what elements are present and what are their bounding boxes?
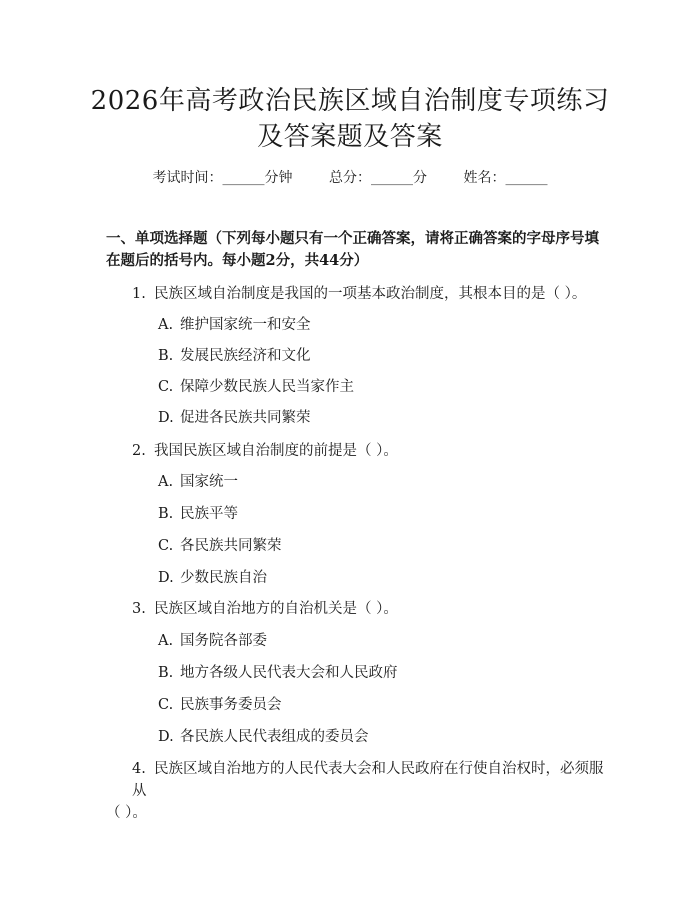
option-2a bbox=[158, 471, 238, 493]
question-stem: 民族区域自治地方的自治机关是（ ）。 bbox=[154, 601, 398, 617]
option-letter: C. bbox=[158, 379, 174, 395]
option-text: 国家统一 bbox=[180, 474, 238, 490]
exam-meta bbox=[0, 168, 700, 188]
question-4 bbox=[106, 758, 610, 824]
option-letter: B. bbox=[158, 506, 174, 522]
page-title-line-2: 及答案题及答案 bbox=[257, 122, 443, 152]
option-text: 各民族人民代表组成的委员会 bbox=[180, 729, 369, 745]
option-text: 促进各民族共同繁荣 bbox=[180, 410, 311, 426]
option-1b bbox=[158, 345, 311, 367]
question-stem: 我国民族区域自治制度的前提是（ ）。 bbox=[154, 443, 398, 459]
option-text: 国务院各部委 bbox=[180, 633, 267, 649]
option-letter: D. bbox=[158, 570, 174, 586]
total-score-field: 总分：______分 bbox=[329, 170, 427, 186]
option-2d bbox=[158, 567, 267, 589]
student-name-field: 姓名：______ bbox=[463, 170, 548, 186]
option-3b bbox=[158, 662, 398, 684]
option-letter: D. bbox=[158, 729, 174, 745]
question-3 bbox=[132, 598, 398, 620]
page-title-line-1: 2026年高考政治民族区域自治制度专项练习 bbox=[90, 86, 610, 116]
question-number: 1. bbox=[132, 286, 146, 302]
option-letter: A. bbox=[158, 474, 174, 490]
option-2b bbox=[158, 503, 238, 525]
option-letter: A. bbox=[158, 317, 174, 333]
option-text: 维护国家统一和安全 bbox=[180, 317, 311, 333]
option-text: 民族事务委员会 bbox=[180, 697, 282, 713]
option-3a bbox=[158, 630, 267, 652]
option-text: 民族平等 bbox=[180, 506, 238, 522]
question-4-line-1 bbox=[106, 758, 610, 802]
option-3c bbox=[158, 694, 282, 716]
option-letter: D. bbox=[158, 410, 174, 426]
option-3d bbox=[158, 726, 369, 748]
option-1d bbox=[158, 407, 311, 429]
question-stem: 民族区域自治地方的人民代表大会和人民政府在行使自治权时，必须服从 bbox=[132, 761, 604, 799]
question-number: 2. bbox=[132, 443, 146, 459]
question-1 bbox=[132, 283, 586, 305]
section-heading: 一、单项选择题（下列每小题只有一个正确答案，请将正确答案的字母序号填在题后的括号内。每小题2分，共44分） bbox=[106, 230, 599, 269]
option-letter: C. bbox=[158, 538, 174, 554]
option-letter: C. bbox=[158, 697, 174, 713]
option-1a bbox=[158, 314, 311, 336]
question-2 bbox=[132, 440, 398, 462]
option-letter: B. bbox=[158, 665, 174, 681]
question-number: 3. bbox=[132, 601, 146, 617]
option-text: 地方各级人民代表大会和人民政府 bbox=[180, 665, 398, 681]
option-text: 发展民族经济和文化 bbox=[180, 348, 311, 364]
question-stem: 民族区域自治制度是我国的一项基本政治制度，其根本目的是（ ）。 bbox=[154, 286, 587, 302]
question-number: 4. bbox=[132, 761, 146, 777]
option-text: 少数民族自治 bbox=[180, 570, 267, 586]
option-1c bbox=[158, 376, 354, 398]
exam-time-field: 考试时间：______分钟 bbox=[152, 170, 293, 186]
option-text: 保障少数民族人民当家作主 bbox=[180, 379, 354, 395]
option-letter: B. bbox=[158, 348, 174, 364]
option-text: 各民族共同繁荣 bbox=[180, 538, 282, 554]
option-2c bbox=[158, 535, 282, 557]
question-4-line-2: （ ）。 bbox=[106, 805, 147, 821]
option-letter: A. bbox=[158, 633, 174, 649]
